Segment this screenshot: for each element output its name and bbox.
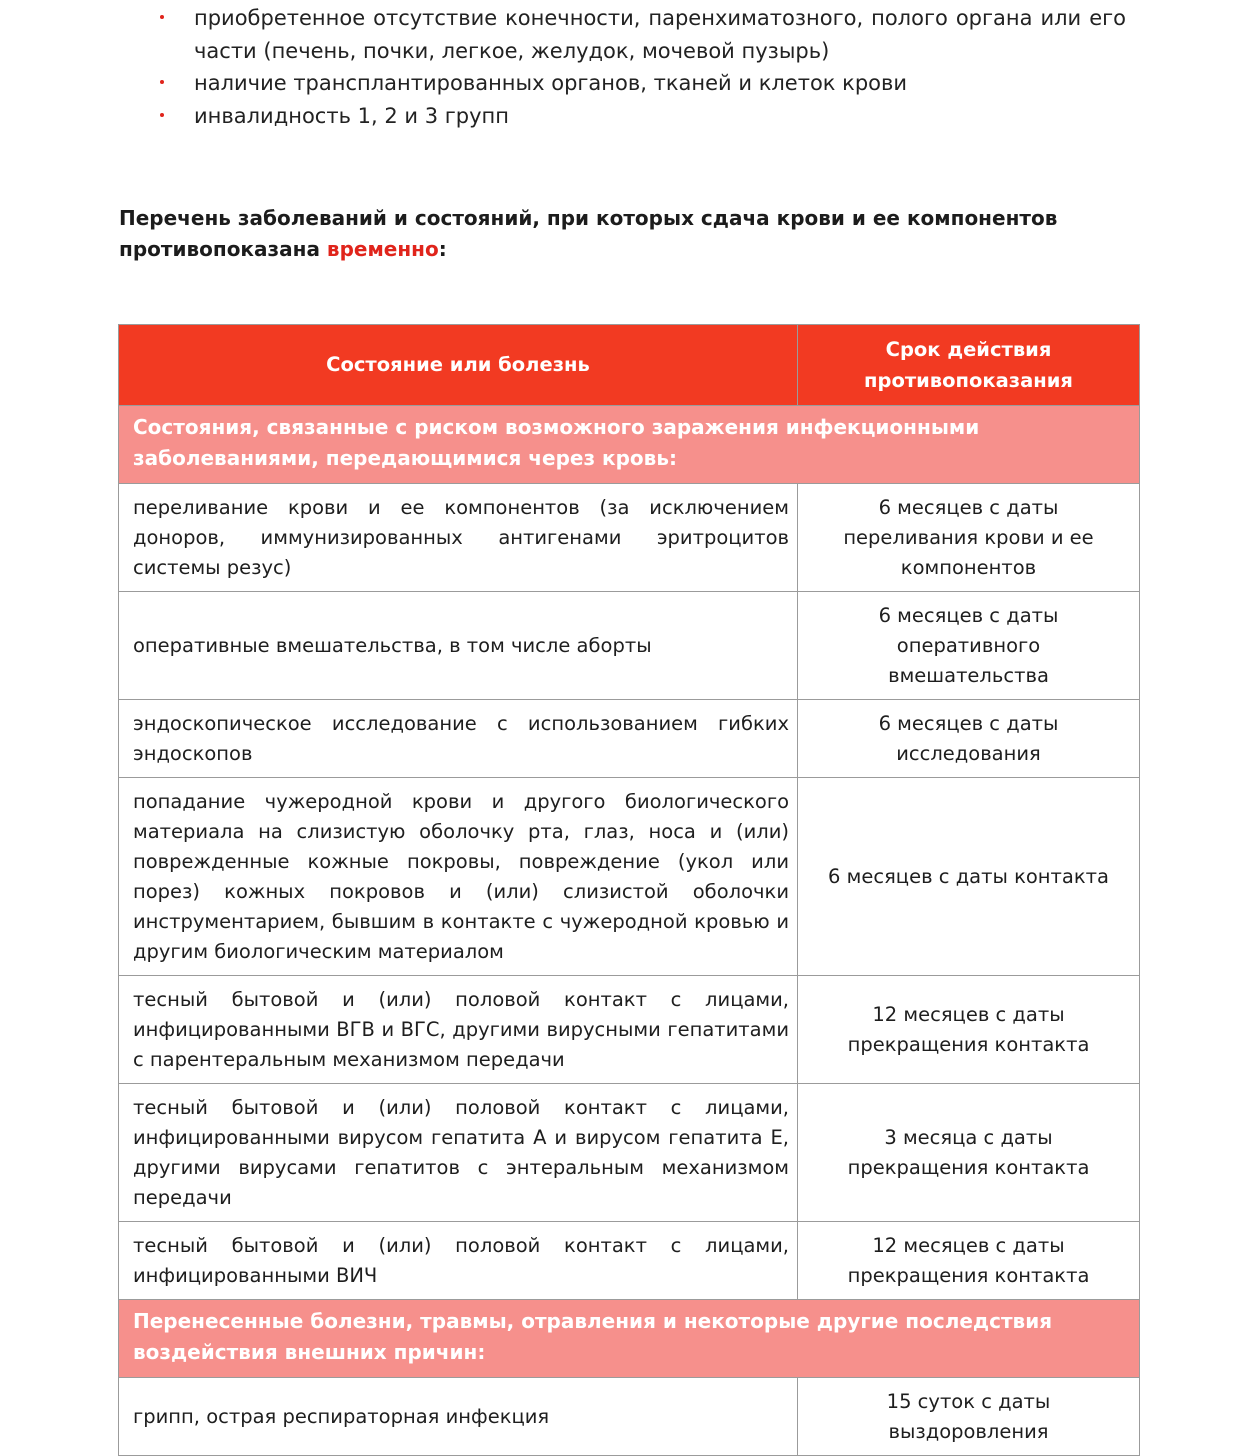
- section-row: [119, 406, 1140, 484]
- term-cell: 6 месяцев с даты исследования: [798, 700, 1140, 778]
- condition-cell: переливание крови и ее компонентов (за исключением доноров, иммунизированных антигенами эритроцитов системы резус): [119, 484, 798, 592]
- section-row: [119, 1300, 1140, 1378]
- table-header-row: [119, 325, 1140, 406]
- bullet-dot-icon: [160, 80, 164, 84]
- table-row: [119, 700, 1140, 778]
- condition-cell: тесный бытовой и (или) половой контакт с лицами, инфицированными ВИЧ: [119, 1222, 798, 1300]
- term-cell: 6 месяцев с даты контакта: [798, 778, 1140, 976]
- bullet-item: [160, 2, 1126, 67]
- table-row: [119, 778, 1140, 976]
- term-cell: 3 месяца с даты прекращения контакта: [798, 1084, 1140, 1222]
- condition-cell: тесный бытовой и (или) половой контакт с лицами, инфицированными вирусом гепатита А и вирусом гепатита Е, другими вирусами гепатитов с энтеральным механизмом передачи: [119, 1084, 798, 1222]
- bullet-dot-icon: [160, 113, 164, 117]
- heading-tail-text: :: [438, 237, 447, 261]
- contraindication-bullet-list: [160, 2, 1126, 132]
- condition-cell: оперативные вмешательства, в том числе аборты: [119, 592, 798, 700]
- table-row: [119, 1222, 1140, 1300]
- heading-accent-text: временно: [326, 237, 439, 261]
- header-condition: Состояние или болезнь: [119, 325, 798, 406]
- condition-cell: попадание чужеродной крови и другого биологического материала на слизистую оболочку рта, глаз, носа и (или) поврежденные кожные покровы, повреждение (укол или порез) кожных покровов и (или) слизистой оболочки инструментарием, бывшим в контакте с чужеродной кровью и другим биологическим материалом: [119, 778, 798, 976]
- bullet-text: приобретенное отсутствие конечности, паренхиматозного, полого органа или его части (печень, почки, легкое, желудок, мочевой пузырь): [194, 6, 1126, 63]
- term-cell: 6 месяцев с даты переливания крови и ее компонентов: [798, 484, 1140, 592]
- term-cell: 12 месяцев с даты прекращения контакта: [798, 1222, 1140, 1300]
- condition-cell: тесный бытовой и (или) половой контакт с лицами, инфицированными ВГВ и ВГС, другими вирусными гепатитами с парентеральным механизмом передачи: [119, 976, 798, 1084]
- condition-cell: грипп, острая респираторная инфекция: [119, 1378, 798, 1456]
- bullet-item: [160, 100, 1126, 133]
- bullet-text: наличие трансплантированных органов, тканей и клеток крови: [194, 71, 908, 95]
- section-title: Перенесенные болезни, травмы, отравления и некоторые другие последствия воздействия внешних причин:: [119, 1300, 1140, 1378]
- heading-main-text: Перечень заболеваний и состояний, при которых сдача крови и ее компонентов противопоказана: [119, 206, 1058, 261]
- table-row: [119, 1378, 1140, 1456]
- section-title: Состояния, связанные с риском возможного заражения инфекционными заболеваниями, передающимися через кровь:: [119, 406, 1140, 484]
- table-row: [119, 1084, 1140, 1222]
- bullet-item: [160, 67, 1126, 100]
- temporary-contraindications-table: [118, 324, 1140, 1456]
- temporary-contraindications-heading: [119, 203, 1129, 265]
- table-row: [119, 592, 1140, 700]
- term-cell: 6 месяцев с даты оперативного вмешательства: [798, 592, 1140, 700]
- term-cell: 12 месяцев с даты прекращения контакта: [798, 976, 1140, 1084]
- table-row: [119, 976, 1140, 1084]
- bullet-text: инвалидность 1, 2 и 3 групп: [194, 103, 509, 128]
- header-term: Срок действия противопоказания: [798, 325, 1140, 406]
- table-row: [119, 484, 1140, 592]
- bullet-dot-icon: [160, 15, 164, 19]
- term-cell: 15 суток с даты выздоровления: [798, 1378, 1140, 1456]
- condition-cell: эндоскопическое исследование с использованием гибких эндоскопов: [119, 700, 798, 778]
